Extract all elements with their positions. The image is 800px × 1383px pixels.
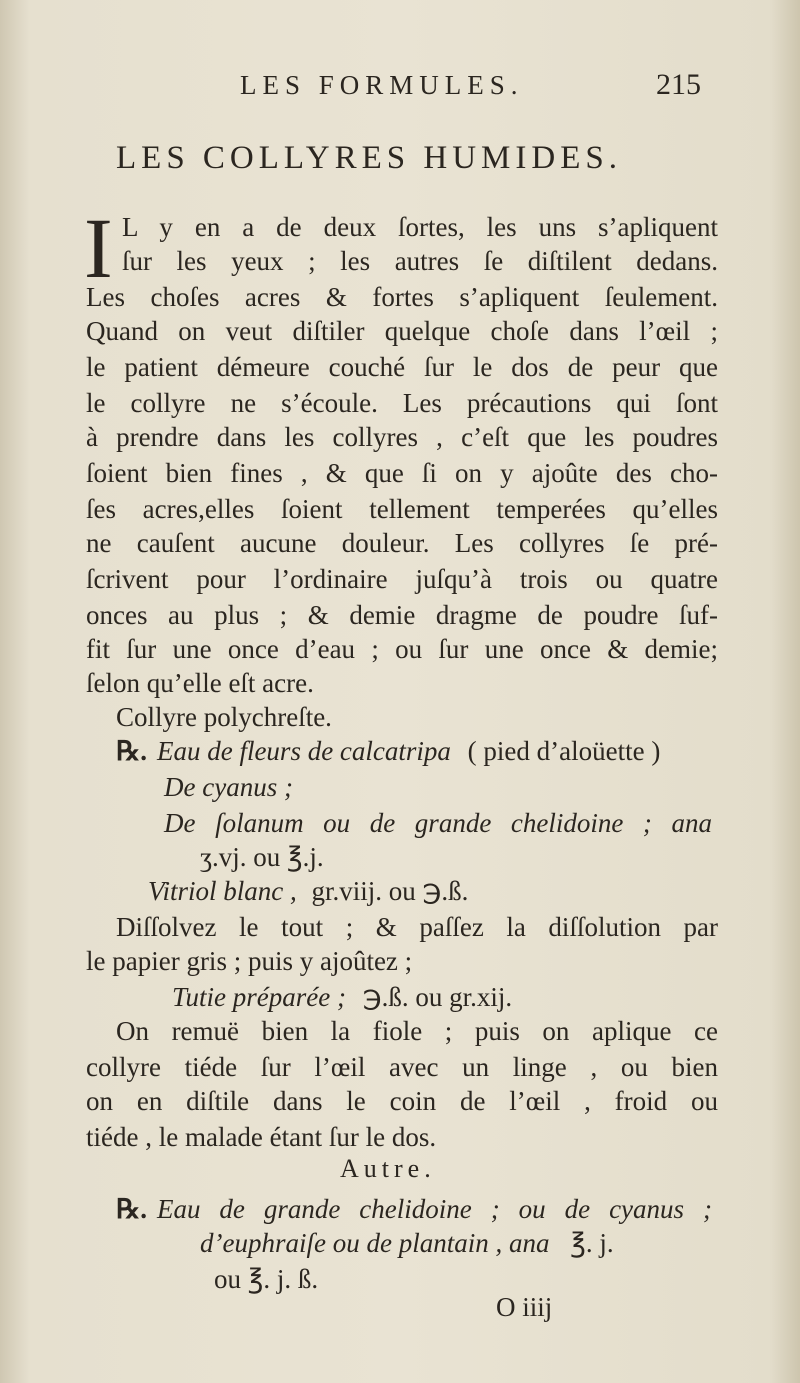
recipe-symbol: ℞. bbox=[116, 736, 147, 766]
text-line: le collyre ne s’écoule. Les précautions qui ſont bbox=[86, 388, 718, 418]
text-line: tiéde , le malade étant ſur le dos. bbox=[86, 1122, 437, 1152]
ingredient-note: ( pied d’aloüette ) bbox=[467, 736, 661, 766]
text-line: ſur les yeux ; les autres ſe diſtilent dedans. bbox=[122, 246, 718, 276]
text-line: ſes acres,elles ſoient tellement temperées qu’elles bbox=[86, 494, 718, 524]
recipe-line bbox=[148, 874, 780, 908]
recipe-line bbox=[172, 980, 800, 1014]
recipe-line bbox=[200, 1226, 712, 1260]
recipe-line bbox=[116, 734, 716, 768]
text-line: On remuë bien la fiole ; puis on aplique ce bbox=[116, 1016, 718, 1046]
text-line: collyre tiéde ſur l’œil avec un linge , ou bien bbox=[86, 1052, 718, 1082]
text-line: Quand on veut diſtiler quelque choſe dans l’œil ; bbox=[86, 316, 718, 346]
section-title: LES COLLYRES HUMIDES. bbox=[116, 140, 622, 176]
page-number: 215 bbox=[656, 68, 701, 101]
ingredient-quantity: gr.viij. ou ℈.ß. bbox=[311, 876, 469, 906]
ingredient: Tutie préparée ; bbox=[172, 982, 346, 1012]
text-line: ne cauſent aucune douleur. Les collyres ſe pré- bbox=[86, 528, 718, 558]
recipe-symbol: ℞. bbox=[116, 1194, 147, 1224]
signature-mark: O iiij bbox=[496, 1292, 553, 1322]
recipe-line bbox=[116, 1192, 712, 1226]
text-line: Diſſolvez le tout ; & paſſez la diſſolution par bbox=[116, 912, 718, 942]
ingredient: De cyanus ; bbox=[164, 772, 293, 802]
ingredient-quantity: ℈.ß. ou gr.xij. bbox=[362, 982, 513, 1012]
ingredient-quantity: ℥. j. bbox=[570, 1228, 614, 1258]
running-title: LES FORMULES. bbox=[240, 70, 524, 100]
text-line: à prendre dans les collyres , c’eſt que les poudres bbox=[86, 422, 718, 452]
ingredient-quantity: ʒ.vj. ou ℥.j. bbox=[200, 842, 324, 872]
text-line: ſoient bien fines , & que ſi on y ajoûte des cho- bbox=[86, 458, 718, 488]
recipe-title: Autre. bbox=[340, 1154, 436, 1183]
ingredient: d’euphraiſe ou de plantain , ana bbox=[200, 1228, 550, 1258]
recipe-title: Collyre polychreſte. bbox=[116, 702, 332, 732]
text-line: le patient démeure couché ſur le dos de peur que bbox=[86, 352, 718, 382]
drop-cap: I bbox=[84, 200, 113, 296]
text-line: ſelon qu’elle eſt acre. bbox=[86, 668, 314, 698]
text-line: on en diſtile dans le coin de l’œil , froid ou bbox=[86, 1086, 718, 1116]
ingredient: Eau de grande chelidoine ; ou de cyanus ; bbox=[156, 1194, 712, 1224]
text-line: fit ſur une once d’eau ; ou ſur une once & demie; bbox=[86, 634, 718, 664]
text-line: ſcrivent pour l’ordinaire juſqu’à trois ou quatre bbox=[86, 564, 718, 594]
text-line: Les choſes acres & fortes s’apliquent ſeulement. bbox=[86, 282, 718, 312]
text-line: L y en a de deux ſortes, les uns s’apliquent bbox=[122, 212, 718, 242]
ingredient-quantity: ou ℥. j. ß. bbox=[214, 1264, 319, 1294]
text-line: le papier gris ; puis y ajoûtez ; bbox=[86, 946, 413, 976]
ingredient: De ſolanum ou de grande chelidoine ; ana bbox=[164, 808, 712, 838]
ingredient: Eau de fleurs de calcatripa bbox=[156, 736, 451, 766]
ingredient: Vitriol blanc , bbox=[148, 876, 297, 906]
text-line: onces au plus ; & demie dragme de poudre ſuf- bbox=[86, 600, 718, 630]
